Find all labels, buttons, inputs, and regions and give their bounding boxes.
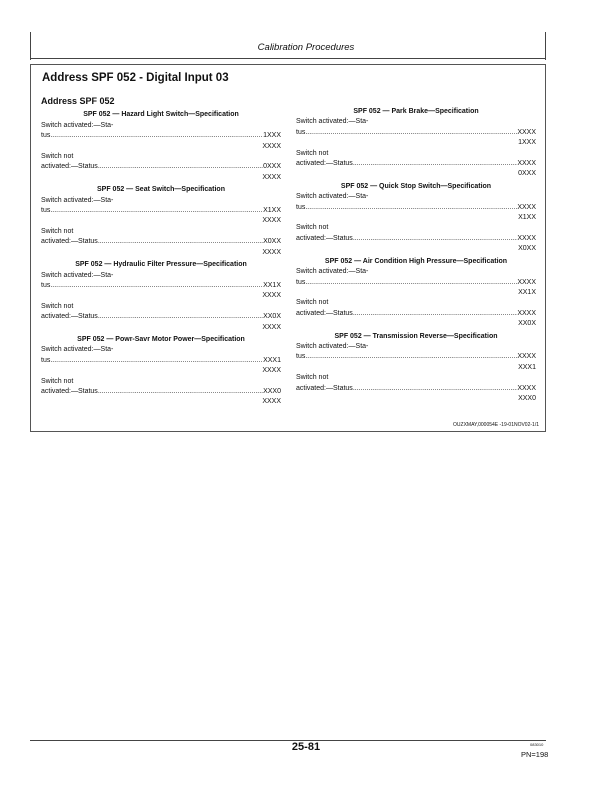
not-activated-label: activated:—Status: [296, 384, 353, 392]
not-activated-value-secondary: XXXX: [262, 248, 281, 256]
activated-value: XXX1: [263, 356, 281, 364]
not-activated-value: XXX0: [263, 387, 281, 395]
not-activated-value-secondary: XXX0: [518, 394, 536, 402]
not-activated-label: activated:—Status: [41, 313, 98, 321]
activated-label: tus: [296, 203, 306, 211]
leader-dots: [50, 206, 263, 216]
spec-title: SPF 052 — Transmission Reverse—Specification: [334, 332, 498, 340]
page-number: 25-81: [291, 741, 321, 753]
not-activated-row: [41, 312, 281, 322]
activated-label-line: Switch activated:—Sta-: [41, 196, 114, 204]
not-activated-value-secondary: 0XXX: [518, 170, 536, 178]
not-activated-value: 0XXX: [263, 163, 281, 171]
activated-value: XX1X: [263, 281, 281, 289]
spec-block: [296, 332, 536, 405]
not-activated-value: X0XX: [263, 238, 281, 246]
not-activated-label-line: Switch not: [41, 302, 74, 310]
not-activated-value: XX0X: [263, 313, 281, 321]
leader-dots: [50, 131, 263, 141]
spec-block: [296, 257, 536, 330]
activated-value-secondary: XXXX: [262, 292, 281, 300]
not-activated-row: [296, 159, 536, 169]
not-activated-value-secondary: XXXX: [262, 323, 281, 331]
activated-value-secondary: X1XX: [518, 214, 536, 222]
activated-label: tus: [41, 281, 51, 289]
spec-title: SPF 052 — Quick Stop Switch—Specification: [340, 182, 492, 190]
activated-row: [296, 128, 536, 138]
activated-value: XXXX: [517, 203, 536, 211]
activated-label: tus: [41, 132, 51, 140]
not-activated-label-line: Switch not: [296, 224, 329, 232]
not-activated-row: [41, 387, 281, 397]
spec-block: [41, 335, 281, 408]
not-activated-value: XXXX: [517, 234, 536, 242]
activated-row: [41, 281, 281, 291]
not-activated-value-secondary: XXXX: [262, 398, 281, 406]
leader-dots: [305, 278, 517, 288]
leader-dots: [305, 352, 517, 362]
leader-dots: [353, 159, 518, 169]
not-activated-label: activated:—Status: [41, 163, 98, 171]
activated-label-line: Switch activated:—Sta-: [41, 121, 114, 129]
spec-block: [41, 260, 281, 333]
not-activated-row: [41, 162, 281, 172]
activated-label-line: Switch activated:—Sta-: [41, 271, 114, 279]
left-column: [41, 96, 281, 408]
activated-value: 1XXX: [263, 132, 281, 140]
activated-value-secondary: XXXX: [262, 367, 281, 375]
activated-value-secondary: 1XXX: [518, 139, 536, 147]
not-activated-label-line: Switch not: [41, 153, 74, 161]
spec-title: SPF 052 — Air Condition High Pressure—Specification: [324, 257, 508, 265]
not-activated-row: [296, 384, 536, 394]
activated-value: X1XX: [263, 207, 281, 215]
header-divider: [30, 58, 546, 59]
leader-dots: [98, 237, 263, 247]
activated-row: [296, 352, 536, 362]
not-activated-label: activated:—Status: [41, 238, 98, 246]
activated-value-secondary: XX1X: [518, 288, 536, 296]
activated-row: [296, 278, 536, 288]
activated-label: tus: [41, 356, 51, 364]
spec-block: [296, 182, 536, 255]
activated-row: [296, 203, 536, 213]
activated-value: XXXX: [517, 128, 536, 136]
leader-dots: [353, 234, 518, 244]
not-activated-value: XXXX: [517, 160, 536, 168]
activated-label-line: Switch activated:—Sta-: [41, 346, 114, 354]
not-activated-row: [296, 309, 536, 319]
activated-value-secondary: XXXX: [262, 217, 281, 225]
not-activated-value: XXXX: [517, 309, 536, 317]
activated-value: XXXX: [517, 278, 536, 286]
not-activated-label-line: Switch not: [296, 374, 329, 382]
section-title: Address SPF 052 - Digital Input 03: [42, 72, 229, 84]
activated-label: tus: [296, 128, 306, 136]
leader-dots: [98, 162, 263, 172]
not-activated-label-line: Switch not: [41, 377, 74, 385]
spec-block: [41, 110, 281, 183]
pn-label: PN=198: [521, 750, 549, 759]
activated-row: [41, 206, 281, 216]
activated-label-line: Switch activated:—Sta-: [296, 193, 369, 201]
not-activated-value-secondary: XXXX: [262, 173, 281, 181]
leader-dots: [50, 281, 263, 291]
document-id: OUZXMAY,000054E -19-01NOV02-1/1: [453, 422, 539, 428]
leader-dots: [98, 312, 263, 322]
leader-dots: [50, 356, 263, 366]
not-activated-label: activated:—Status: [41, 387, 98, 395]
activated-value: XXXX: [517, 353, 536, 361]
not-activated-row: [296, 234, 536, 244]
not-activated-value-secondary: X0XX: [518, 245, 536, 253]
spec-title: SPF 052 — Hazard Light Switch—Specification: [83, 111, 239, 119]
activated-row: [41, 356, 281, 366]
leader-dots: [353, 384, 518, 394]
not-activated-label: activated:—Status: [296, 234, 353, 242]
leader-dots: [98, 387, 263, 397]
not-activated-label: activated:—Status: [296, 309, 353, 317]
activated-label: tus: [296, 278, 306, 286]
not-activated-label: activated:—Status: [296, 160, 353, 168]
leader-dots: [353, 309, 518, 319]
not-activated-label-line: Switch not: [296, 299, 329, 307]
activated-label: tus: [41, 207, 51, 215]
spec-title: SPF 052 — Hydraulic Filter Pressure—Specification: [75, 261, 247, 269]
subsection-title: Address SPF 052: [41, 96, 115, 106]
not-activated-label-line: Switch not: [296, 149, 329, 157]
right-column: [296, 105, 536, 404]
activated-label-line: Switch activated:—Sta-: [296, 118, 369, 126]
leader-dots: [305, 128, 517, 138]
not-activated-value: XXXX: [517, 384, 536, 392]
leader-dots: [305, 203, 517, 213]
small-code: 083010: [530, 742, 544, 747]
activated-label: tus: [296, 353, 306, 361]
spec-title: SPF 052 — Powr-Savr Motor Power—Specification: [77, 335, 245, 343]
not-activated-value-secondary: XX0X: [518, 320, 536, 328]
activated-row: [41, 131, 281, 141]
activated-label-line: Switch activated:—Sta-: [296, 268, 369, 276]
running-header: Calibration Procedures: [257, 42, 355, 53]
spec-title: SPF 052 — Park Brake—Specification: [353, 108, 479, 115]
spec-block: [41, 185, 281, 258]
spec-block: [296, 107, 536, 180]
not-activated-label-line: Switch not: [41, 227, 74, 235]
activated-value-secondary: XXXX: [262, 142, 281, 150]
spec-title: SPF 052 — Seat Switch—Specification: [97, 186, 225, 194]
content-box: [30, 64, 546, 432]
not-activated-row: [41, 237, 281, 247]
activated-value-secondary: XXX1: [518, 363, 536, 371]
activated-label-line: Switch activated:—Sta-: [296, 342, 369, 350]
